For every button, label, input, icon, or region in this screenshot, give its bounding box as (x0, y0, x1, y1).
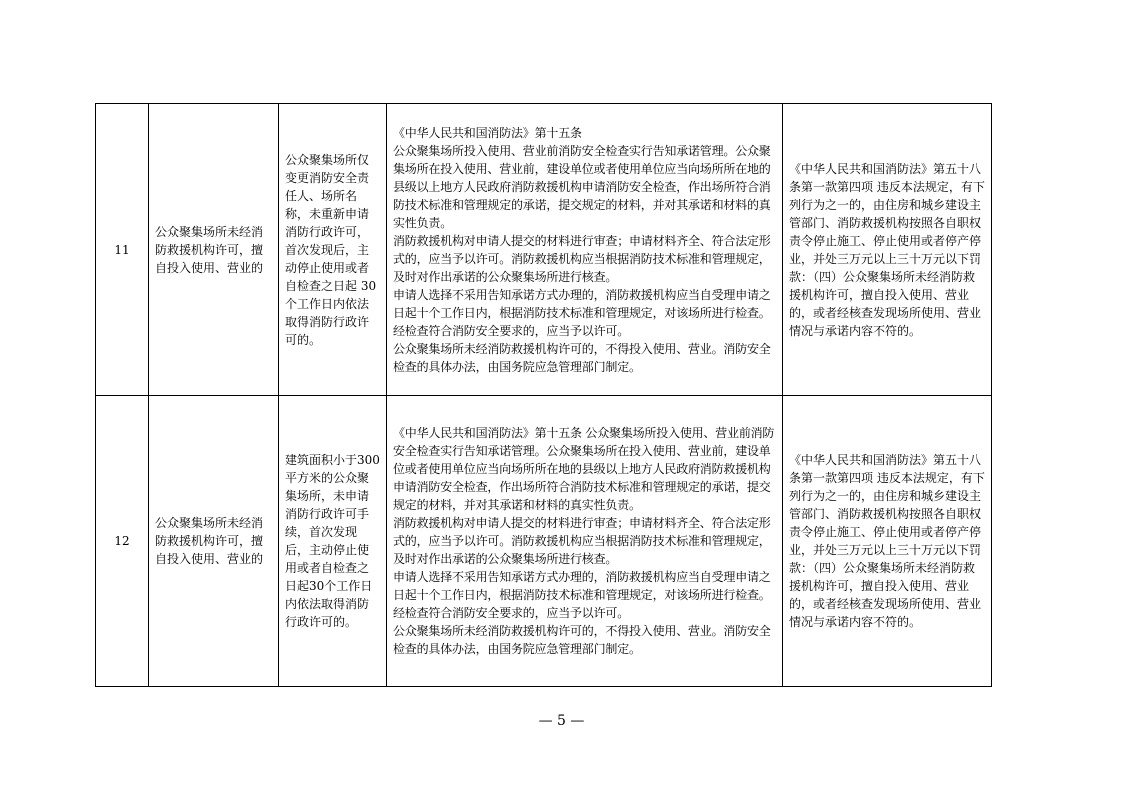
exemption-condition: 公众聚集场所仅变更消防安全责任人、场所名称，未重新申请消防行政许可，首次发现后，主动停止使用或者自检查之日起 30 个工作日内依法取得消防行政许可的。 (279, 104, 387, 396)
legal-basis (387, 104, 783, 396)
table-row (96, 396, 992, 687)
page-number: — 5 — (538, 713, 585, 729)
law-paragraph: 《中华人民共和国消防法》第十五条 公众聚集场所投入使用、营业前消防安全检查实行告知承诺管理。公众聚集场所在投入使用、营业前，建设单位或者使用单位应当向场所所在地的县级以上地方人民政府消防救援机构申请消防安全检查，作出场所符合消防技术标准和管理规定的承诺，提交规定的材料，并对其承诺和材料的真实性负责。 (393, 426, 775, 512)
penalty-table (95, 103, 992, 687)
law-paragraph: 公众聚集场所未经消防救援机构许可的，不得投入使用、营业。消防安全检查的具体办法，由国务院应急管理部门制定。 (393, 624, 771, 656)
law-paragraph: 公众聚集场所未经消防救援机构许可的，不得投入使用、营业。消防安全检查的具体办法，由国务院应急管理部门制定。 (393, 341, 771, 374)
table-row (96, 104, 992, 396)
law-paragraph: 《中华人民共和国消防法》第十五条 (393, 125, 582, 140)
law-paragraph: 申请人选择不采用告知承诺方式办理的，消防救援机构应当自受理申请之日起十个工作日内，根据消防技术标准和管理规定，对该场所进行检查。经检查符合消防安全要求的，应当予以许可。 (393, 570, 771, 620)
law-paragraph: 消防救援机构对申请人提交的材料进行审查；申请材料齐全、符合法定形式的，应当予以许可。消防救援机构应当根据消防技术标准和管理规定，及时对作出承诺的公众聚集场所进行核查。 (393, 233, 771, 284)
law-paragraph: 申请人选择不采用告知承诺方式办理的，消防救援机构应当自受理申请之日起十个工作日内，根据消防技术标准和管理规定，对该场所进行检查。经检查符合消防安全要求的，应当予以许可。 (393, 287, 771, 338)
row-number: 11 (96, 104, 149, 396)
exemption-condition: 建筑面积小于300平方米的公众聚集场所，未申请消防行政许可手续，首次发现后，主动停止使用或者自检查之日起30个工作日内依法取得消防行政许可的。 (279, 396, 387, 687)
violation-item: 公众聚集场所未经消防救援机构许可，擅自投入使用、营业的 (149, 104, 279, 396)
law-paragraph: 公众聚集场所投入使用、营业前消防安全检查实行告知承诺管理。公众聚集场所在投入使用、营业前，建设单位或者使用单位应当向场所所在地的县级以上地方人民政府消防救援机构申请消防安全检查，作出场所符合消防技术标准和管理规定的承诺，提交规定的材料，并对其承诺和材料的真实性负责。 (393, 143, 771, 230)
law-paragraph: 消防救援机构对申请人提交的材料进行审查；申请材料齐全、符合法定形式的，应当予以许可。消防救援机构应当根据消防技术标准和管理规定，及时对作出承诺的公众聚集场所进行核查。 (393, 516, 771, 566)
violation-item: 公众聚集场所未经消防救援机构许可，擅自投入使用、营业的 (149, 396, 279, 687)
row-number: 12 (96, 396, 149, 687)
penalty-basis: 《中华人民共和国消防法》第五十八条第一款第四项 违反本法规定，有下列行为之一的，由住房和城乡建设主管部门、消防救援机构按照各自职权责令停止施工、停止使用或者停产停业，并处三万元以上三十万元以下罚款：（四）公众聚集场所未经消防救援机构许可，擅自投入使用、营业的，或者经核查发现场所使用、营业情况与承诺内容不符的。 (783, 396, 992, 687)
penalty-basis: 《中华人民共和国消防法》第五十八条第一款第四项 违反本法规定，有下列行为之一的，由住房和城乡建设主管部门、消防救援机构按照各自职权责令停止施工、停止使用或者停产停业，并处三万元以上三十万元以下罚款：（四）公众聚集场所未经消防救援机构许可，擅自投入使用、营业的，或者经核查发现场所使用、营业情况与承诺内容不符的。 (783, 104, 992, 396)
legal-basis (387, 396, 783, 687)
